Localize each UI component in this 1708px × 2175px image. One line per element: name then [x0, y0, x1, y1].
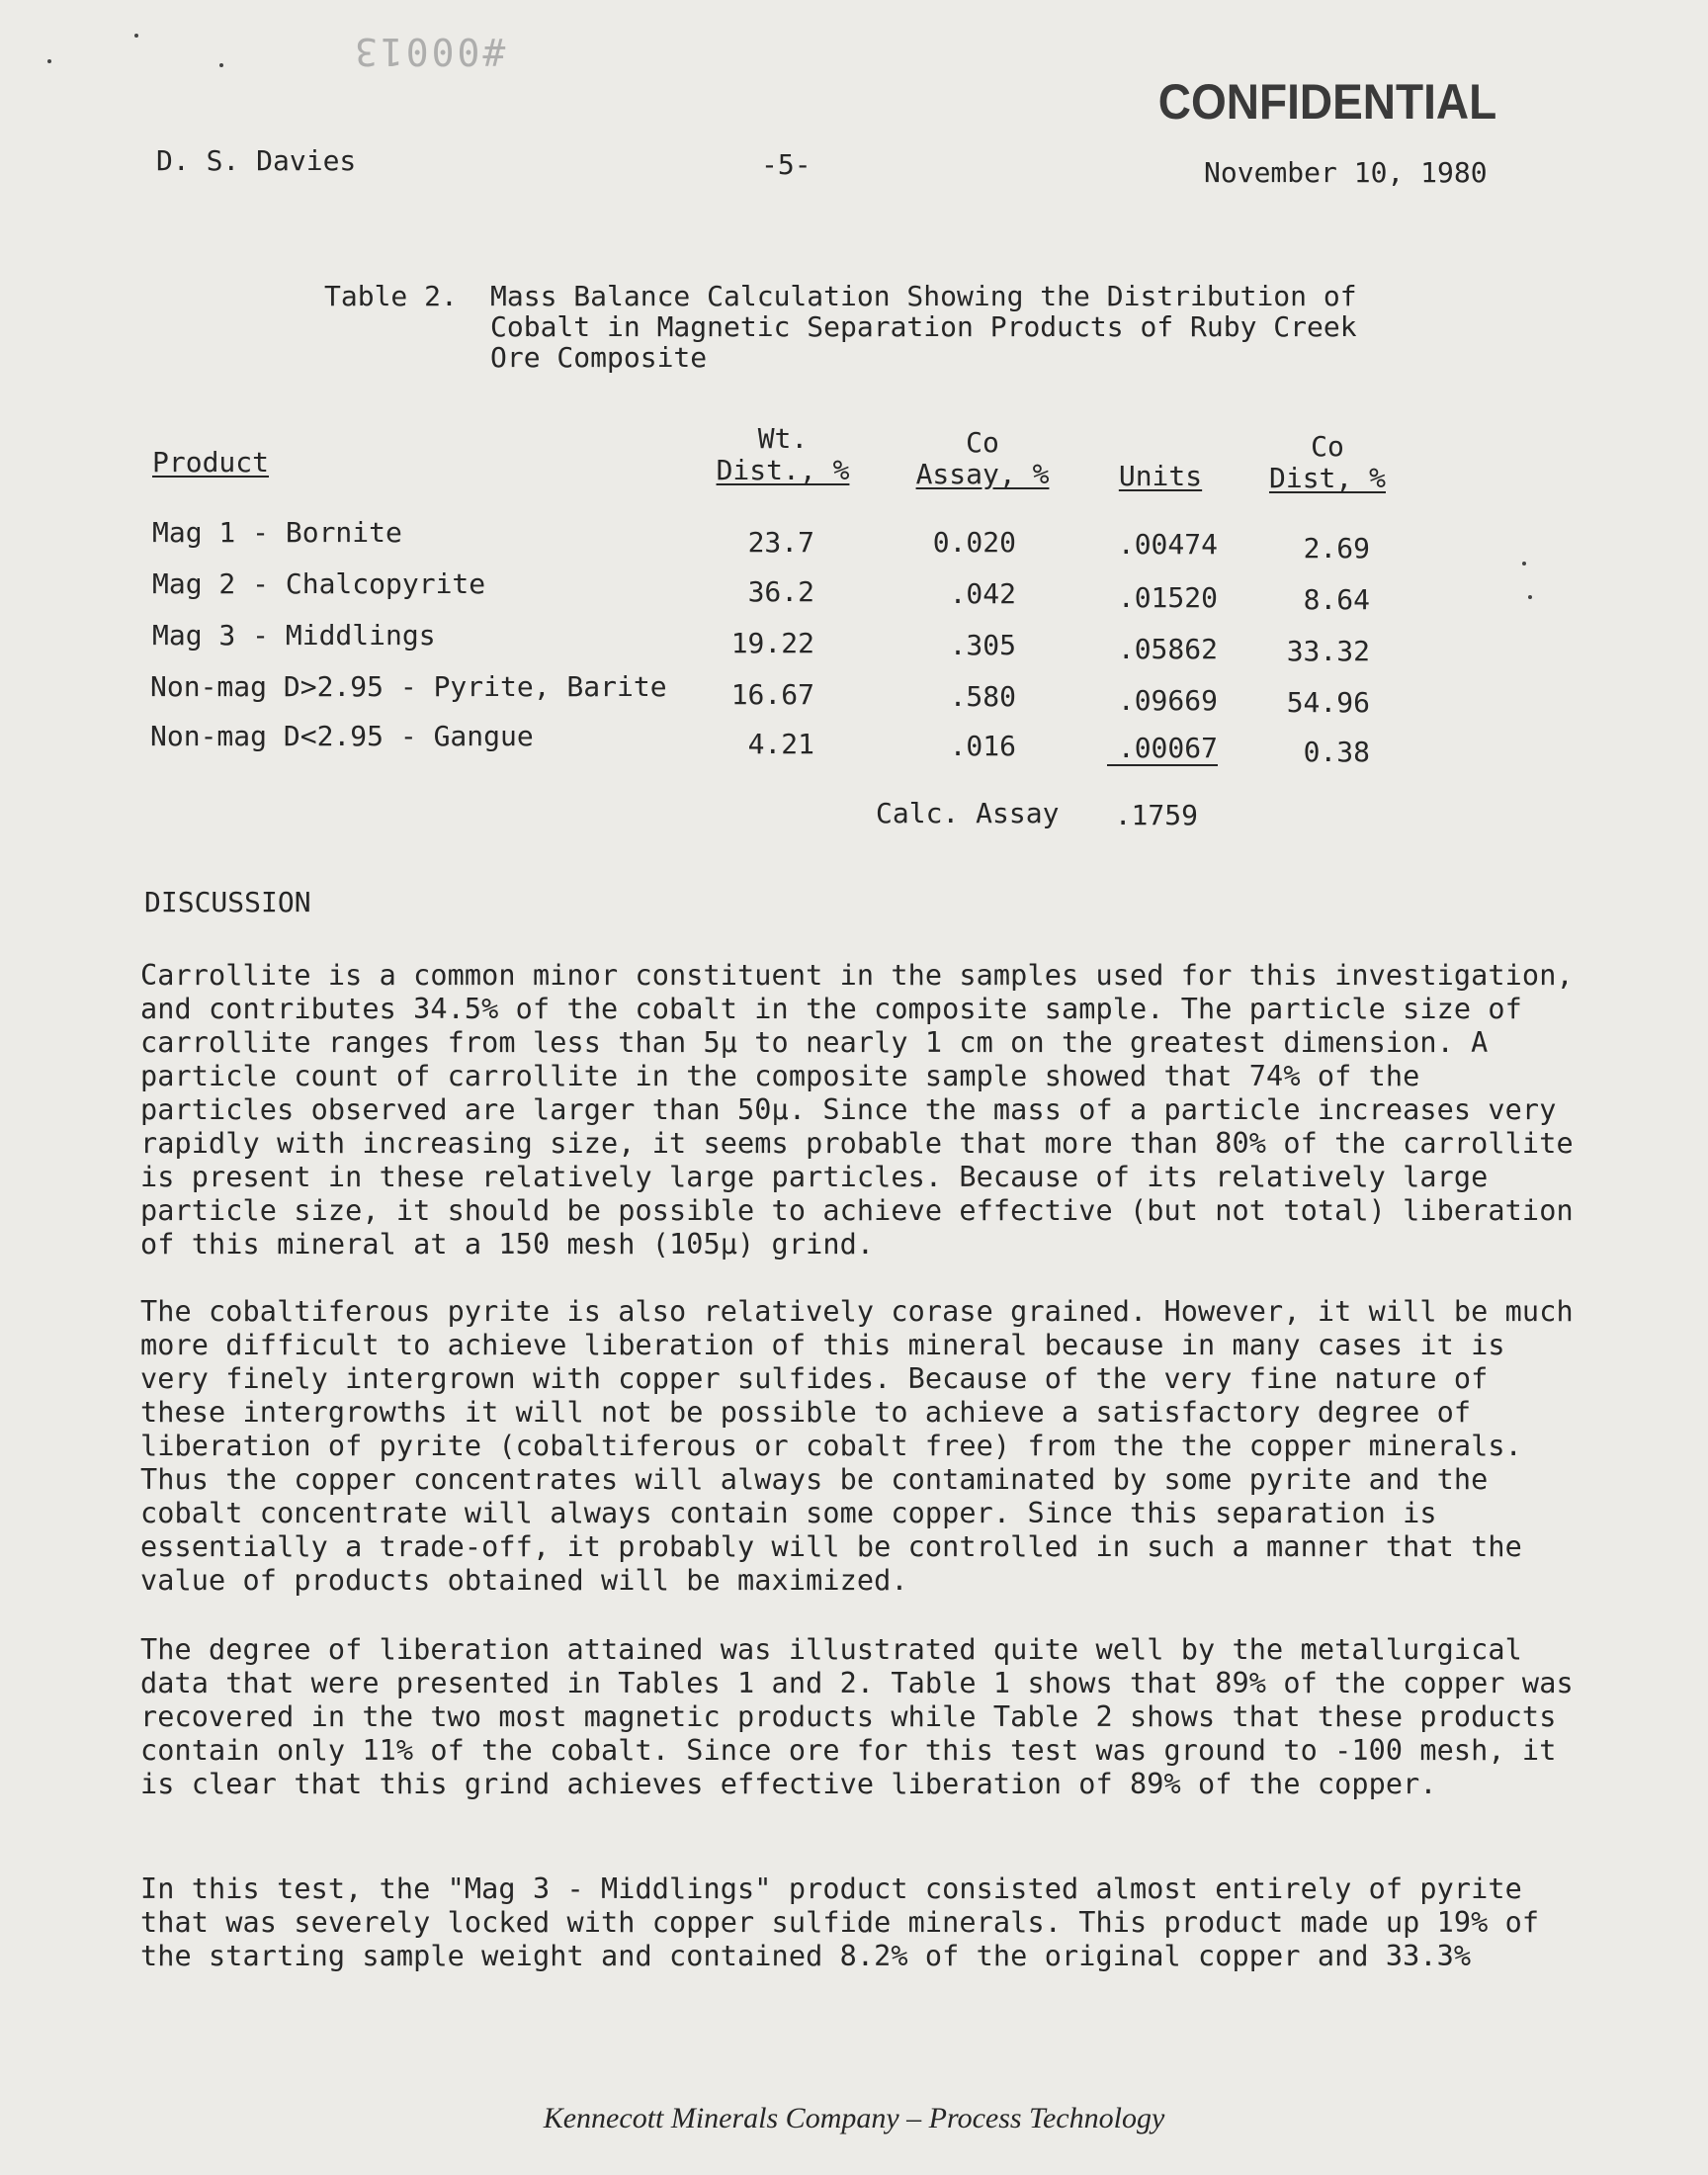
wt-dist-cell: 16.67 — [730, 678, 814, 711]
co-dist-cell: 2.69 — [1303, 532, 1370, 565]
column-header-product: Product — [152, 446, 270, 478]
discussion-paragraph: In this test, the "Mag 3 - Middlings" product consisted almost entirely of pyrite that was severely locked with copper sulfide minerals. This product made up 19% of the starting sample weight and contained 8.2% of the original copper and 33.3% — [140, 1872, 1540, 1972]
table-label: Table 2. — [324, 280, 458, 312]
confidential-stamp: CONFIDENTIAL — [1157, 74, 1496, 130]
co-dist-cell: 33.32 — [1286, 635, 1370, 667]
table-title-line: Ore Composite — [490, 341, 708, 374]
product-cell: Non-mag D>2.95 - Pyrite, Barite — [150, 670, 667, 703]
product-cell: Mag 3 - Middlings — [152, 619, 436, 652]
table-title — [490, 281, 1357, 373]
units-cell: .09669 — [1117, 684, 1218, 717]
units-cell: .00474 — [1117, 528, 1218, 561]
table-title-line: Cobalt in Magnetic Separation Products of Ruby Creek — [490, 310, 1357, 343]
wt-dist-cell: 19.22 — [730, 627, 814, 659]
product-cell: Non-mag D<2.95 - Gangue — [150, 720, 534, 752]
co-assay-cell: .042 — [949, 577, 1016, 610]
co-dist-cell: 54.96 — [1286, 686, 1370, 719]
document-stamp-number: #00013 — [352, 30, 506, 73]
scan-speck — [219, 63, 223, 67]
scan-speck — [1528, 595, 1532, 599]
page-number: -5- — [761, 148, 811, 181]
discussion-paragraph: The cobaltiferous pyrite is also relatively corase grained. However, it will be much more difficult to achieve liberation of this mineral because in many cases it is very finely intergrown with copper sulfides. Because of the very fine nature of these intergrowths it will not be possible to achieve a satisfactory degree of liberation of pyrite (cobaltiferous or cobalt free) from the the copper minerals. Thus the copper concentrates will always be contaminated by some pyrite and the cobalt concentrate will always contain some copper. Since this separation is essentially a trade-off, it probably will be controlled in such a manner that the value of products obtained will be maximized. — [140, 1295, 1574, 1597]
discussion-paragraph: Carrollite is a common minor constituent in the samples used for this investigation, and contributes 34.5% of the cobalt in the composite sample. The particle size of carrollite ranges from less than 5µ to nearly 1 cm on the greatest dimension. A particle count of carrollite in the composite sample showed that 74% of the particles observed are larger than 50µ. Since the mass of a particle increases very rapidly with increasing size, it seems probable that more than 80% of the carrollite is present in these relatively large particles. Because of its relatively large particle size, it should be possible to achieve effective (but not total) liberation of this mineral at a 150 mesh (105µ) grind. — [140, 959, 1574, 1261]
co-assay-cell: .580 — [949, 680, 1016, 713]
co-assay-cell: 0.020 — [932, 526, 1016, 559]
company-footer: Kennecott Minerals Company – Process Technology — [543, 2102, 1165, 2134]
co-dist-cell: 0.38 — [1303, 736, 1370, 768]
co-assay-cell: .016 — [949, 730, 1016, 762]
column-header-units: Units — [1118, 460, 1203, 492]
column-header-wt-dist: Wt. Dist., % — [716, 422, 850, 486]
recipient-name: D. S. Davies — [156, 144, 357, 177]
co-dist-cell: 8.64 — [1303, 583, 1370, 616]
units-cell: .01520 — [1117, 581, 1218, 614]
units-cell: .00067 — [1107, 732, 1218, 766]
wt-dist-cell: 23.7 — [747, 526, 814, 559]
calc-assay-label: Calc. Assay — [876, 797, 1060, 829]
co-assay-cell: .305 — [949, 629, 1016, 661]
wt-dist-cell: 4.21 — [747, 728, 814, 760]
table-title-line: Mass Balance Calculation Showing the Distribution of — [490, 280, 1357, 312]
units-cell: .05862 — [1117, 633, 1218, 665]
calc-assay-value: .1759 — [1114, 799, 1198, 831]
letter-date: November 10, 1980 — [1204, 156, 1488, 189]
column-header-co-assay: Co Assay, % — [915, 426, 1050, 490]
wt-dist-cell: 36.2 — [747, 575, 814, 608]
product-cell: Mag 1 - Bornite — [152, 516, 402, 549]
scan-speck — [47, 59, 51, 63]
scan-speck — [134, 34, 138, 38]
discussion-paragraph: The degree of liberation attained was illustrated quite well by the metallurgical data that were presented in Tables 1 and 2. Table 1 shows that 89% of the copper was recovered in the two most magnetic products while Table 2 shows that these products contain only 11% of the cobalt. Since ore for this test was ground to -100 mesh, it is clear that this grind achieves effective liberation of 89% of the copper. — [140, 1633, 1574, 1800]
product-cell: Mag 2 - Chalcopyrite — [152, 567, 486, 600]
column-header-co-dist: Co Dist, % — [1268, 430, 1386, 494]
scan-speck — [1522, 562, 1526, 566]
discussion-heading: DISCUSSION — [144, 886, 311, 918]
